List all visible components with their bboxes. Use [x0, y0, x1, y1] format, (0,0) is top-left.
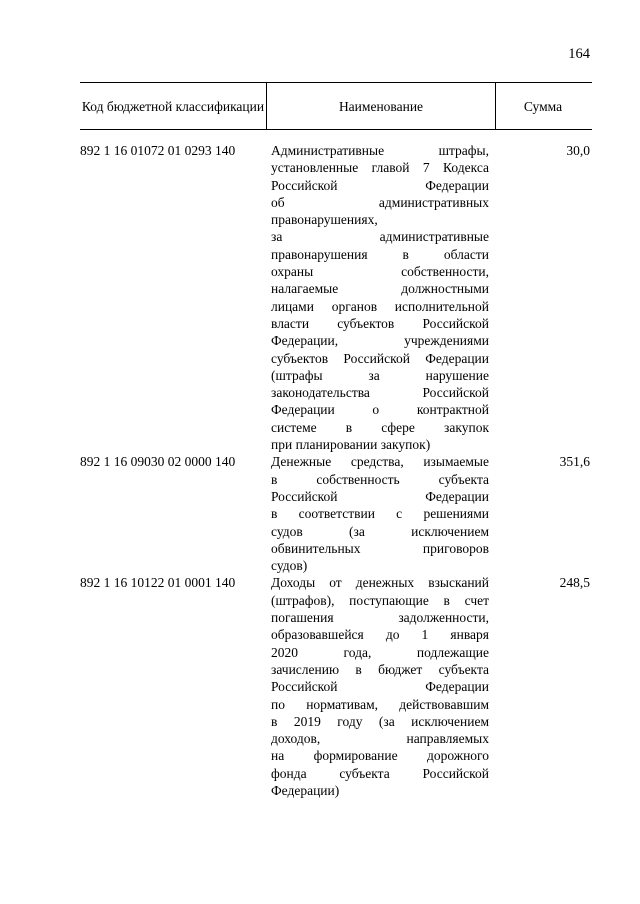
- header-code: Код бюджетной классификации: [81, 98, 265, 114]
- name-line: погашения задолженности,: [271, 610, 489, 626]
- name-line: системе в сфере закупок: [271, 419, 489, 435]
- table-row: [80, 574, 592, 799]
- name-line: зачислению в бюджет субъекта: [271, 661, 489, 677]
- name-line: об административных: [271, 194, 489, 210]
- name-line: законодательства Российской: [271, 385, 489, 401]
- table-body: [80, 142, 592, 799]
- name-line: правонарушения в области: [271, 246, 489, 262]
- header-sum: Сумма: [523, 98, 563, 114]
- row-name: [271, 453, 489, 574]
- name-line: фонда субъекта Российской: [271, 765, 489, 781]
- table-header: [80, 82, 592, 130]
- name-line: власти субъектов Российской: [271, 315, 489, 331]
- name-line: Российской Федерации: [271, 679, 489, 695]
- row-code: 892 1 16 10122 01 0001 140: [80, 575, 236, 591]
- name-line: в собственность субъекта: [271, 471, 489, 487]
- name-line: установленные главой 7 Кодекса: [271, 160, 489, 176]
- name-line: Федерации, учреждениями: [271, 333, 489, 349]
- row-name: [271, 574, 489, 799]
- name-line: Доходы от денежных взысканий: [271, 575, 489, 591]
- name-line: (штрафов), поступающие в счет: [271, 592, 489, 608]
- name-line: (штрафы за нарушение: [271, 367, 489, 383]
- name-line: Российской Федерации: [271, 177, 489, 193]
- row-sum: 248,5: [559, 575, 590, 591]
- name-line: обвинительных приговоров: [271, 540, 489, 556]
- name-line: судов): [271, 558, 308, 574]
- name-line: образовавшейся до 1 января: [271, 627, 489, 643]
- name-line: на формирование дорожного: [271, 748, 489, 764]
- name-line: по нормативам, действовавшим: [271, 696, 489, 712]
- name-line: в соответствии с решениями: [271, 506, 489, 522]
- row-code: 892 1 16 09030 02 0000 140: [80, 454, 236, 470]
- name-line: Федерации): [271, 782, 340, 798]
- name-line: охраны собственности,: [271, 264, 489, 280]
- table-row: [80, 142, 592, 453]
- row-code: 892 1 16 01072 01 0293 140: [80, 143, 236, 158]
- name-line: в 2019 году (за исключением: [271, 713, 489, 729]
- name-line: 2020 года, подлежащие: [271, 644, 489, 660]
- name-line: правонарушениях,: [271, 212, 378, 228]
- row-sum: 30,0: [566, 143, 590, 158]
- name-line: судов (за исключением: [271, 523, 489, 539]
- name-line: Денежные средства, изымаемые: [271, 454, 489, 470]
- name-line: доходов, направляемых: [271, 731, 489, 747]
- name-line: за административные: [271, 229, 489, 245]
- name-line: Федерации о контрактной: [271, 402, 489, 418]
- name-line: субъектов Российской Федерации: [271, 350, 489, 366]
- name-line: Российской Федерации: [271, 488, 489, 504]
- row-sum: 351,6: [559, 454, 590, 470]
- name-line: при планировании закупок): [271, 437, 431, 453]
- name-line: налагаемые должностными: [271, 281, 489, 297]
- page-number: 164: [568, 46, 590, 62]
- table-row: [80, 453, 592, 574]
- header-name: Наименование: [266, 83, 496, 129]
- row-name: [271, 142, 489, 453]
- name-line: Административные штрафы,: [271, 143, 489, 158]
- name-line: лицами органов исполнительной: [271, 298, 489, 314]
